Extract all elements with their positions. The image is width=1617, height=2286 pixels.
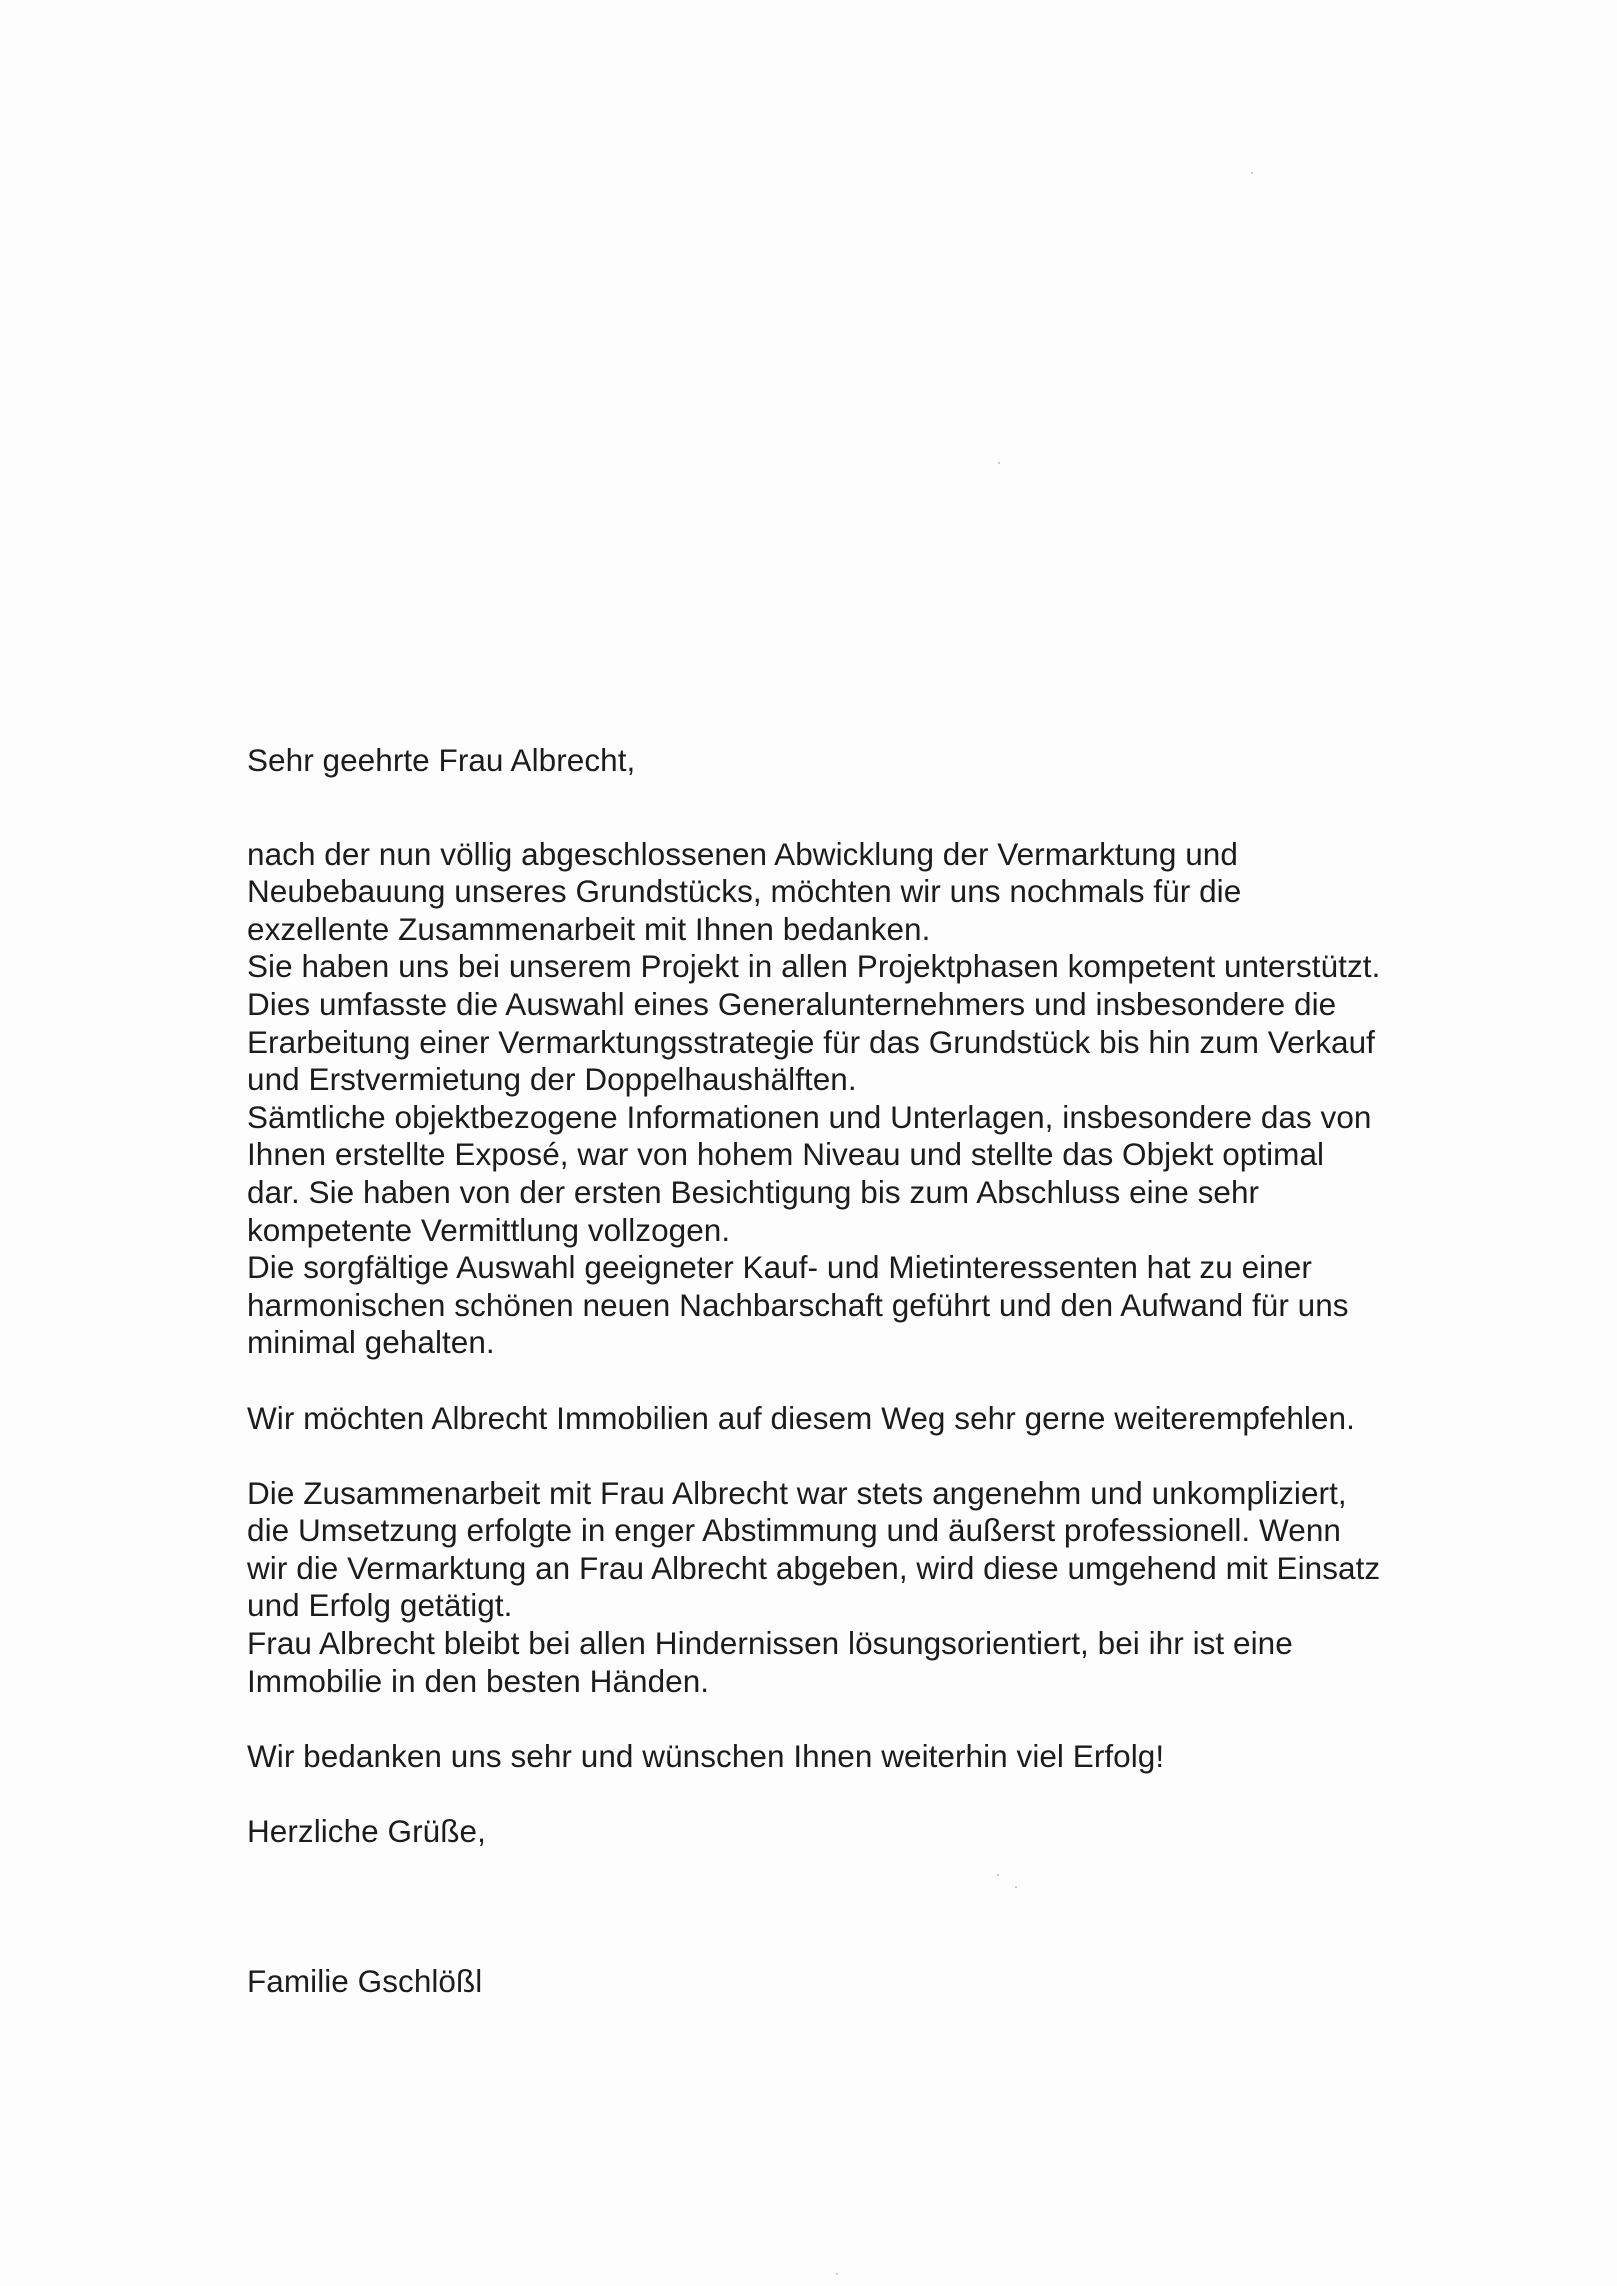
text-line: Ihnen erstellte Exposé, war von hohem Niveau und stellte das Objekt optimal [247, 1136, 1325, 1173]
text-line: kompetente Vermittlung vollzogen. [247, 1211, 731, 1248]
closing: Herzliche Grüße, [247, 1813, 486, 1850]
paragraph-1 [247, 836, 1477, 1362]
text-line: Dies umfasste die Auswahl eines Generalunternehmers und insbesondere die [247, 985, 1337, 1022]
text-line: Die Zusammenarbeit mit Frau Albrecht war stets angenehm und unkompliziert, [247, 1474, 1347, 1511]
text-line: wir die Vermarktung an Frau Albrecht abgeben, wird diese umgehend mit Einsatz [247, 1549, 1381, 1586]
text-line: Sämtliche objektbezogene Informationen und Unterlagen, insbesondere das von [247, 1098, 1372, 1135]
text-line: exzellente Zusammenarbeit mit Ihnen bedanken. [247, 910, 931, 947]
text-line: Neubebauung unseres Grundstücks, möchten wir uns nochmals für die [247, 873, 1242, 910]
text-line: Immobilie in den besten Händen. [247, 1662, 710, 1699]
scan-speck [1251, 172, 1253, 174]
text-line: Sie haben uns bei unserem Projekt in allen Projektphasen kompetent unterstützt. [247, 948, 1381, 985]
salutation: Sehr geehrte Frau Albrecht, [247, 742, 636, 778]
signature-space [247, 1851, 1477, 1963]
paragraph-3 [247, 1475, 1477, 1701]
text-line: dar. Sie haben von der ersten Besichtigung bis zum Abschluss eine sehr [247, 1173, 1260, 1210]
text-line: nach der nun völlig abgeschlossenen Abwicklung der Vermarktung und [247, 835, 1238, 872]
text-line: und Erfolg getätigt. [247, 1587, 513, 1624]
text-line: Frau Albrecht bleibt bei allen Hindernissen lösungsorientiert, bei ihr ist eine [247, 1625, 1293, 1662]
letter-body [247, 742, 1477, 2000]
text-line: und Erstvermietung der Doppelhaushälften. [247, 1061, 857, 1098]
signature: Familie Gschlößl [247, 1962, 483, 1999]
text-line: Wir bedanken uns sehr und wünschen Ihnen weiterhin viel Erfolg! [247, 1737, 1165, 1774]
paragraph-4 [247, 1738, 1477, 1776]
text-line: die Umsetzung erfolgte in enger Abstimmung und äußerst professionell. Wenn [247, 1512, 1341, 1549]
scan-speck [998, 462, 1000, 464]
text-line: Erarbeitung einer Vermarktungsstrategie für das Grundstück bis hin zum Verkauf [247, 1023, 1375, 1060]
text-line: Wir möchten Albrecht Immobilien auf diesem Weg sehr gerne weiterempfehlen. [247, 1399, 1355, 1436]
text-line: minimal gehalten. [247, 1324, 495, 1361]
text-line: harmonischen schönen neuen Nachbarschaft geführt und den Aufwand für uns [247, 1286, 1349, 1323]
scan-speck [836, 2273, 838, 2275]
text-line: Die sorgfältige Auswahl geeigneter Kauf- und Mietinteressenten hat zu einer [247, 1249, 1312, 1286]
paragraph-2 [247, 1400, 1477, 1438]
